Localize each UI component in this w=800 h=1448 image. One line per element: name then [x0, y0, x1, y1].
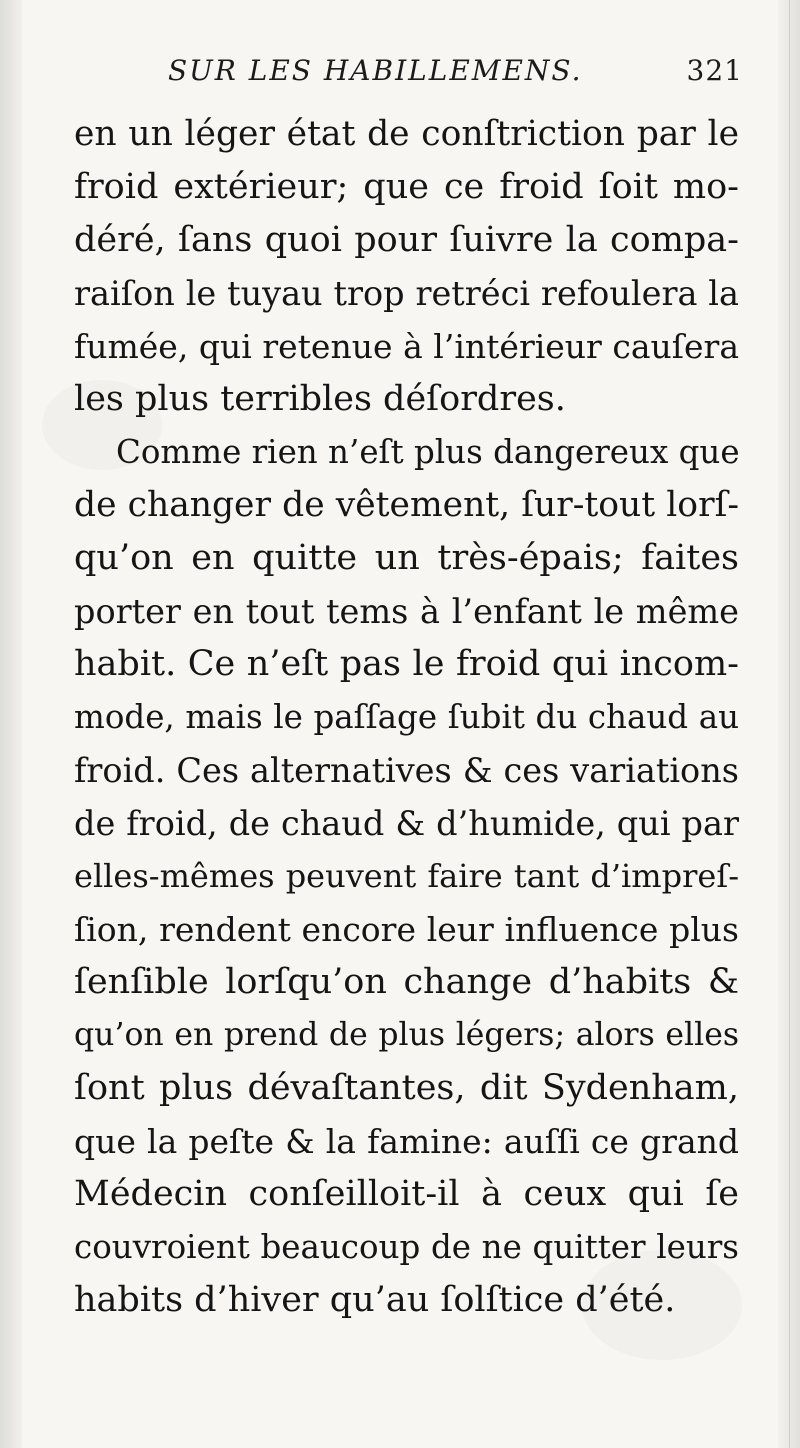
text-line: ſont plus dévaſtantes, dit Sydenham, — [74, 1068, 739, 1108]
text-line: de changer de vêtement, ſur-tout lorſ- — [74, 485, 739, 525]
body-text — [74, 108, 739, 1327]
text-line: froid. Ces alternatives & ces variations — [74, 751, 739, 790]
text-line: les plus terribles déſordres. — [74, 379, 566, 419]
text-line: ſion, rendent encore leur influence plus — [74, 910, 739, 949]
page-edge-line — [789, 0, 790, 1448]
text-line: couvroient beaucoup de ne quitter leurs — [74, 1228, 739, 1266]
text-line: de froid, de chaud & d’humide, qui par — [74, 804, 739, 843]
text-line: que la peſte & la famine: auſſi ce grand — [74, 1122, 739, 1161]
text-line: mode, mais le paſſage ſubit du chaud au — [74, 698, 739, 736]
text-line: Comme rien n’eſt plus dangereux que — [116, 433, 740, 471]
page-edge — [778, 0, 800, 1448]
text-line: raiſon le tuyau trop retréci refoulera la — [74, 274, 739, 313]
text-line: en un léger état de conſtriction par le — [74, 114, 739, 154]
running-header-title: SUR LES HABILLEMENS. — [168, 54, 583, 87]
page-gutter-shadow — [0, 0, 24, 1448]
text-line: qu’on en quitte un très-épais; faites — [74, 538, 739, 578]
page-number: 321 — [686, 54, 743, 87]
text-line: qu’on en prend de plus légers; alors elles — [74, 1017, 739, 1053]
text-line: Médecin conſeilloit-il à ceux qui ſe — [74, 1174, 739, 1214]
running-header — [168, 52, 743, 92]
text-line: ſenſible lorſqu’on change d’habits & — [74, 962, 739, 1002]
text-line: fumée, qui retenue à l’intérieur cauſera — [74, 327, 739, 366]
text-line: habit. Ce n’eſt pas le froid qui incom- — [74, 644, 739, 684]
text-line: déré, ſans quoi pour ſuivre la compa- — [74, 220, 739, 260]
text-line: elles-mêmes peuvent faire tant d’impreſ- — [74, 857, 739, 895]
text-line: porter en tout tems à l’enfant le même — [74, 592, 739, 631]
text-line: froid extérieur; que ce froid ſoit mo- — [74, 167, 739, 207]
text-line: habits d’hiver qu’au ſolſtice d’été. — [74, 1280, 676, 1320]
